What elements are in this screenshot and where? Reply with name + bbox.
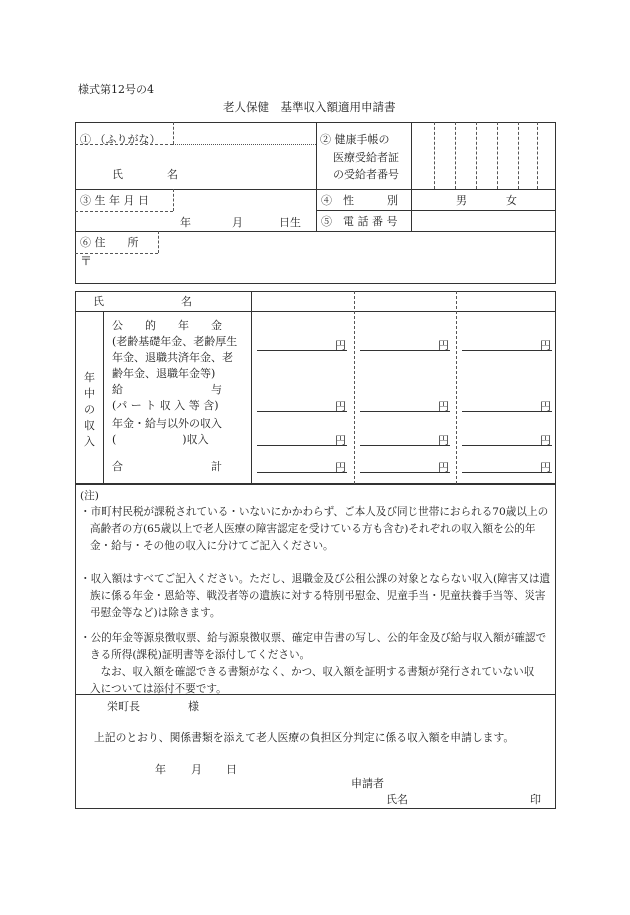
yen-unit: 円 <box>335 339 346 352</box>
other-income-amount-field[interactable] <box>253 416 353 448</box>
pension-desc-2: 年金、退職共済年金、老 <box>112 351 233 364</box>
total-amount-field[interactable] <box>253 452 353 482</box>
medical-cert-label-1: ② 健康手帳の <box>320 133 390 146</box>
yen-unit: 円 <box>540 339 551 352</box>
gender-male-option[interactable]: 男 <box>456 194 467 207</box>
notes-heading: (注) <box>80 490 99 502</box>
address-label: ⑥ 住 所 <box>80 236 139 249</box>
yen-unit: 円 <box>540 434 551 447</box>
note-item-2: ・収入額はすべてご記入ください。ただし、退職金及び公租公課の対象とならない収入(障害又は遺族に係る年金・恩給等、戦没者等の遺族に対する特別弔慰金、児童手当・児童扶養手当等、災害弔慰金等など)は除きます。 <box>80 573 551 619</box>
yen-unit: 円 <box>335 400 346 413</box>
pension-desc-3: 齢年金、退職年金等) <box>112 367 216 380</box>
yen-unit: 円 <box>335 461 346 474</box>
postal-mark: 〒 <box>80 254 93 268</box>
birth-day-label: 日生 <box>279 216 301 229</box>
income-side-label: 年中の収入 <box>84 371 95 448</box>
birth-date-label: ③ 生 年 月 日 <box>80 194 149 207</box>
furigana-label: ① （ふりがな） <box>80 133 161 146</box>
medical-cert-number-field[interactable] <box>412 123 555 188</box>
yen-unit: 円 <box>438 400 449 413</box>
pension-desc-1: (老齢基礎年金、老齢厚生 <box>112 335 238 348</box>
gender-label: ④ 性 別 <box>321 194 398 207</box>
salary-amount-field[interactable] <box>253 382 353 414</box>
page-title: 老人保健 基準収入額適用申請書 <box>223 100 396 114</box>
yen-unit: 円 <box>540 461 551 474</box>
form-number: 様式第12号の4 <box>78 83 154 96</box>
name-label: 氏 名 <box>112 168 178 181</box>
yen-unit: 円 <box>335 434 346 447</box>
yen-unit: 円 <box>438 339 449 352</box>
total-label: 合 計 <box>112 460 222 473</box>
other-income-label: 年金・給与以外の収入 <box>112 417 222 430</box>
date-year-label: 年 <box>155 763 166 776</box>
gender-female-option[interactable]: 女 <box>506 194 517 207</box>
other-income-desc: ( )収入 <box>112 433 209 446</box>
medical-cert-label-2: 医療受給者証 <box>333 151 399 164</box>
income-name-header: 氏 名 <box>93 295 192 308</box>
note-item-1: ・市町村民税が課税されている・いないにかかわらず、ご本人及び同じ世帯におられる70歳以上の高齢者の方(65歳以上で老人医療の障害認定を受けている方も含む)それぞれの収入額を公的年金・給与・その他の収入に分けてご記入ください。 <box>80 506 549 552</box>
applicant-label: 申請者 <box>351 777 384 790</box>
yen-unit: 円 <box>438 434 449 447</box>
applicant-name-label: 氏名 <box>386 793 408 806</box>
date-month-label: 月 <box>191 763 202 776</box>
name-field[interactable] <box>174 146 314 188</box>
medical-cert-label-3: の受給者番号 <box>333 168 399 181</box>
note-item-4: なお、収入額を確認できる書類がなく、かつ、収入額を証明する書類が発行されていない収入については添付不要です。 <box>90 666 535 695</box>
phone-label: ⑤ 電 話 番 号 <box>321 215 398 228</box>
birth-year-label: 年 <box>180 216 191 229</box>
salary-desc: (パ ー ト 収 入 等 含) <box>112 399 219 412</box>
date-day-label: 日 <box>226 763 237 776</box>
addressee: 栄町長 <box>107 700 140 713</box>
applicant-name-field[interactable] <box>412 790 522 806</box>
note-item-3: ・公的年金等源泉徴収票、給与源泉徴収票、確定申告書の写し、公的年金及び給与収入額が確認できる所得(課税)証明書等を添付してください。 <box>80 632 547 661</box>
yen-unit: 円 <box>540 400 551 413</box>
salary-label: 給 与 <box>112 383 222 396</box>
application-statement: 上記のとおり、関係書類を添えて老人医療の負担区分判定に係る収入額を申請します。 <box>94 731 515 744</box>
birth-month-label: 月 <box>232 216 243 229</box>
phone-field[interactable] <box>412 211 555 230</box>
seal-mark: 印 <box>530 793 541 806</box>
pension-amount-field[interactable] <box>253 313 353 353</box>
yen-unit: 円 <box>438 461 449 474</box>
honorific: 様 <box>188 700 199 713</box>
pension-label: 公 的 年 金 <box>112 319 222 332</box>
